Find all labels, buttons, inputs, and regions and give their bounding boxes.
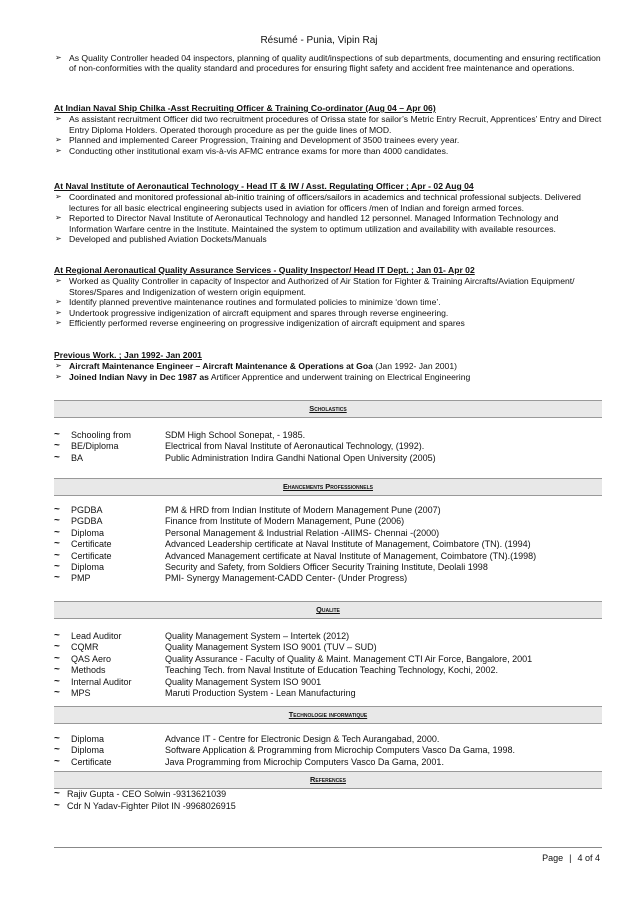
bullet-text: Efficiently performed reverse engineering on progressive indigenization of aircraft equipment and spares <box>69 318 465 329</box>
scholastics-table <box>54 430 602 464</box>
resume-header: Résumé - Punia, Vipin Raj <box>260 35 378 46</box>
row-label: Diploma <box>71 561 105 572</box>
row-desc: Electrical from Naval Institute of Aeronautical Technology, (1992). <box>165 441 425 452</box>
bullet-text: Developed and published Aviation Dockets/Manuals <box>69 234 267 245</box>
row-label: Diploma <box>71 527 105 538</box>
tilde-bullet-icon: ~ <box>54 799 60 811</box>
bullet-text: Reported to Director Naval Institute of Aeronautical Technology and handled 12 personnel. Managed Information Technology and Information Warfare centre in the Institute. Maintained the system to optimum utilization and availability with available resources. <box>69 213 559 234</box>
table-row <box>54 516 602 527</box>
row-label: BA <box>71 452 84 463</box>
arrow-bullet-icon: ➢ <box>55 276 62 286</box>
table-row <box>54 688 602 699</box>
tilde-bullet-icon: ~ <box>54 733 60 744</box>
row-desc: PMI- Synergy Management-CADD Center- (Under Progress) <box>165 573 408 584</box>
table-row <box>54 757 602 768</box>
bullet-item <box>54 361 602 371</box>
row-desc: Public Administration Indira Gandhi National Open University (2005) <box>165 452 436 463</box>
table-row <box>54 505 602 516</box>
tilde-bullet-icon: ~ <box>54 788 60 799</box>
bullet-text: Conducting other institutional exam vis-à-vis AFMC entrance exams for more than 4000 candidates. <box>69 145 449 156</box>
bullet-item <box>54 234 602 244</box>
job-heading: At Regional Aeronautical Quality Assurance Services - Quality Inspector/ Head IT Dept. ; Jan 01- Apr 02 <box>54 265 475 275</box>
bullet-text: As assistant recruitment Officer did two recruitment procedures of Orissa state for sailor’s Metric Entry Recruit, Apprentices’ Entry and Direct Entry Diploma Holders. Operated thorough procedure as per the guide lines of MOD. <box>69 114 602 135</box>
tilde-bullet-icon: ~ <box>54 526 60 538</box>
tilde-bullet-icon: ~ <box>54 429 60 440</box>
bullet-item <box>54 192 602 213</box>
job-section-chilka <box>54 103 602 156</box>
bullet-item <box>54 297 602 307</box>
bullet-text: (Jan 1992- Jan 2001) <box>372 361 457 372</box>
row-desc: Software Application & Programming from Microchip Computers Vasco Da Gama, 1998. <box>165 745 515 756</box>
row-desc: Maruti Production System - Lean Manufacturing <box>165 687 356 698</box>
row-label: Lead Auditor <box>71 631 122 641</box>
arrow-bullet-icon: ➢ <box>55 213 62 223</box>
bullet-text: Coordinated and monitored professional ab-initio training of officers/sailors in academics and technical professional subjects. Delivered lectures for all basic electrical engineering subjects used in aviation for officers /men of Indian and foreign armed forces. <box>69 192 581 213</box>
bullet-item <box>54 372 602 382</box>
table-row <box>54 430 602 441</box>
bullet-item <box>54 276 602 297</box>
quality-table <box>54 631 602 699</box>
reference-text: Cdr N Yadav-Fighter Pilot IN -9968026915 <box>67 800 236 811</box>
arrow-bullet-icon: ➢ <box>55 53 62 62</box>
table-row <box>54 665 602 676</box>
table-row <box>54 642 602 653</box>
row-desc: Quality Management System ISO 9001 (TUV – SUD) <box>165 642 377 653</box>
table-row <box>54 734 602 745</box>
arrow-bullet-icon: ➢ <box>55 361 62 371</box>
arrow-bullet-icon: ➢ <box>55 192 62 202</box>
row-label: PGDBA <box>71 505 103 515</box>
arrow-bullet-icon: ➢ <box>55 318 62 328</box>
page-footer <box>542 853 600 863</box>
page-separator: | <box>569 853 572 863</box>
arrow-bullet-icon: ➢ <box>55 234 62 244</box>
row-desc: SDM High School Sonepat, - 1985. <box>165 430 306 440</box>
tilde-bullet-icon: ~ <box>54 630 60 641</box>
table-row <box>54 539 602 550</box>
arrow-bullet-icon: ➢ <box>55 135 62 145</box>
tilde-bullet-icon: ~ <box>54 652 60 664</box>
row-label: Certificate <box>71 756 112 767</box>
tilde-bullet-icon: ~ <box>54 440 60 452</box>
row-desc: Quality Assurance - Faculty of Quality & Maint. Management CTI Air Force, Bangalore, 2001 <box>165 653 533 664</box>
row-label: PMP <box>71 573 91 584</box>
job-section-niat <box>54 181 602 244</box>
bullet-text: Undertook progressive indigenization of aircraft equipment and spares through reverse engineering. <box>69 307 449 318</box>
bullet-item <box>54 213 602 234</box>
table-row <box>54 631 602 642</box>
row-desc: Finance from Institute of Modern Management, Pune (2006) <box>165 516 405 527</box>
row-label: Schooling from <box>71 430 132 440</box>
row-label: Methods <box>71 665 106 676</box>
table-row <box>54 573 602 584</box>
bullet-text: Planned and implemented Career Progression, Training and Development of 3500 trainees every year. <box>69 135 460 146</box>
bullet-bold-text: Joined Indian Navy in Dec 1987 as <box>69 371 209 382</box>
tilde-bullet-icon: ~ <box>54 572 60 584</box>
table-row <box>54 528 602 539</box>
tilde-bullet-icon: ~ <box>54 675 60 687</box>
tilde-bullet-icon: ~ <box>54 549 60 561</box>
bullet-text: Worked as Quality Controller in capacity of Inspector and Authorized of Air Station for Fighter & Training Aircrafts/Aviation Equipment/ Stores/Spares and Indigenization of western origin equipment. <box>69 276 575 297</box>
tilde-bullet-icon: ~ <box>54 538 60 550</box>
section-band-references: References <box>54 771 602 789</box>
table-row <box>54 453 602 464</box>
row-desc: Quality Management System – Intertek (2012) <box>165 631 350 641</box>
row-label: CQMR <box>71 642 99 653</box>
row-label: Certificate <box>71 539 112 550</box>
row-desc: Advanced Management certificate at Naval Institute of Management, Coimbatore (TN).(1998) <box>165 550 537 561</box>
tilde-bullet-icon: ~ <box>54 744 60 756</box>
reference-item <box>54 801 602 813</box>
row-label: BE/Diploma <box>71 441 119 452</box>
tilde-bullet-icon: ~ <box>54 451 60 463</box>
intro-section <box>54 53 602 74</box>
row-desc: Quality Management System ISO 9001 <box>165 676 322 687</box>
page-label: Page <box>542 853 564 863</box>
section-band-enhancements: Ehancements Professionnels <box>54 478 602 496</box>
previous-work-section <box>54 350 602 382</box>
bullet-text: Artificer Apprentice and underwent training on Electrical Engineering <box>208 371 471 382</box>
enhancements-table <box>54 505 602 585</box>
it-table <box>54 734 602 768</box>
tilde-bullet-icon: ~ <box>54 664 60 676</box>
row-desc: PM & HRD from Indian Institute of Modern Management Pune (2007) <box>165 505 441 515</box>
table-row <box>54 562 602 573</box>
tilde-bullet-icon: ~ <box>54 504 60 515</box>
bullet-text: Identify planned preventive maintenance routines and formulated policies to minimize ‘down time’. <box>69 297 441 308</box>
arrow-bullet-icon: ➢ <box>55 371 62 381</box>
table-row <box>54 745 602 756</box>
tilde-bullet-icon: ~ <box>54 515 60 527</box>
reference-item <box>54 789 602 801</box>
bullet-item <box>54 135 602 145</box>
row-label: Internal Auditor <box>71 676 132 687</box>
job-section-raqas <box>54 265 602 328</box>
row-desc: Java Programming from Microchip Computers Vasco Da Gama, 2001. <box>165 756 444 767</box>
row-label: Diploma <box>71 745 105 756</box>
section-band-scholastics: Scholastics <box>54 400 602 418</box>
tilde-bullet-icon: ~ <box>54 641 60 653</box>
job-heading: At Naval Institute of Aeronautical Technology - Head IT & IW / Asst. Regulating Officer ; Apr - 02 Aug 04 <box>54 181 474 191</box>
tilde-bullet-icon: ~ <box>54 755 60 767</box>
references-list <box>54 789 602 812</box>
arrow-bullet-icon: ➢ <box>55 307 62 317</box>
row-label: Diploma <box>71 734 105 744</box>
bullet-item <box>54 114 602 135</box>
arrow-bullet-icon: ➢ <box>55 145 62 155</box>
bullet-item <box>54 318 602 328</box>
table-row <box>54 551 602 562</box>
job-heading: At Indian Naval Ship Chilka -Asst Recruiting Officer & Training Co-ordinator (Aug 04 – Apr 06) <box>54 103 436 113</box>
row-label: QAS Aero <box>71 653 112 664</box>
bullet-bold-text: Aircraft Maintenance Engineer – Aircraft Maintenance & Operations at Goa <box>69 361 373 372</box>
section-band-quality: Qualite <box>54 601 602 619</box>
row-desc: Security and Safety, from Soldiers Officer Security Training Institute, Deolali 1998 <box>165 561 488 572</box>
footer-divider <box>54 847 602 848</box>
row-desc: Advance IT - Centre for Electronic Design & Tech Aurangabad, 2000. <box>165 734 440 744</box>
page-number: 4 of 4 <box>577 853 600 863</box>
bullet-item <box>54 146 602 156</box>
table-row <box>54 654 602 665</box>
reference-text: Rajiv Gupta - CEO Solwin -9313621039 <box>67 789 227 799</box>
row-label: MPS <box>71 687 91 698</box>
arrow-bullet-icon: ➢ <box>55 114 62 124</box>
bullet-text: As Quality Controller headed 04 inspectors, planning of quality audit/inspections of sub departments, documenting and ensuring rectification of non-conformities with the quality standard and procedures for ensuring flight safety and accident free maintenance and operations. <box>69 53 601 74</box>
row-desc: Teaching Tech. from Naval Institute of Education Teaching Technology, Kochi, 2002. <box>165 665 499 676</box>
table-row <box>54 441 602 452</box>
row-label: Certificate <box>71 550 112 561</box>
row-label: PGDBA <box>71 516 103 527</box>
section-band-it: Technologie informatique <box>54 706 602 724</box>
row-desc: Personal Management & Industrial Relation -AIIMS- Chennai -(2000) <box>165 527 440 538</box>
tilde-bullet-icon: ~ <box>54 560 60 572</box>
row-desc: Advanced Leadership certificate at Naval Institute of Management, Coimbatore (TN). (1994) <box>165 539 531 550</box>
arrow-bullet-icon: ➢ <box>55 297 62 307</box>
previous-work-heading: Previous Work. ; Jan 1992- Jan 2001 <box>54 350 202 360</box>
tilde-bullet-icon: ~ <box>54 686 60 698</box>
bullet-item <box>54 308 602 318</box>
bullet-item <box>54 53 602 74</box>
table-row <box>54 677 602 688</box>
